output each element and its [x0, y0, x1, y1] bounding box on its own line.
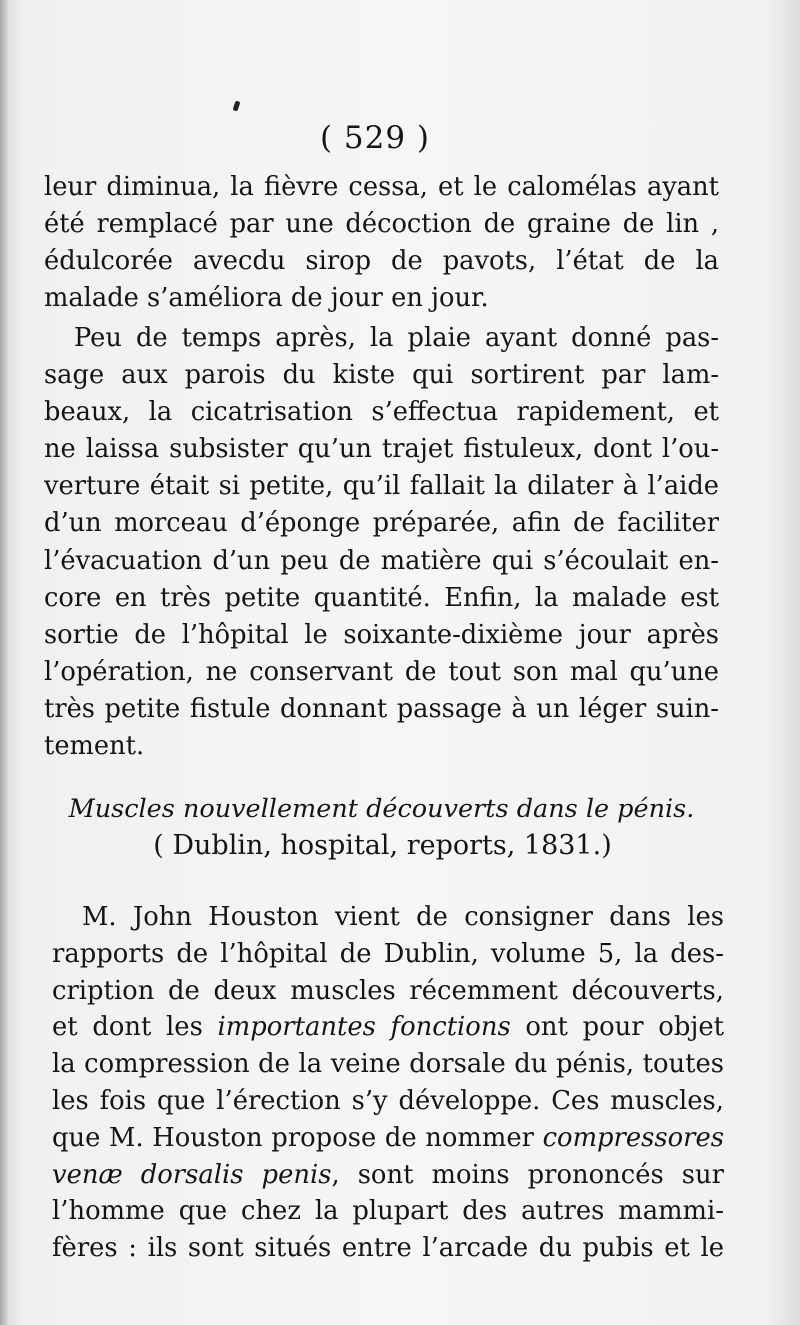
page-number: ( 529 ): [319, 120, 431, 156]
text-line: la compression de la veine dorsale du pénis, toutes: [52, 1049, 724, 1080]
text-line: cription de deux muscles récemment découverts,: [52, 975, 724, 1006]
text-segment: ont pour objet: [525, 1012, 724, 1043]
text-segment: , sont moins prononcés sur: [331, 1159, 724, 1190]
text-line: ne laissa subsister qu’un trajet fistuleux, dont l’ou-: [44, 434, 719, 465]
ink-speck: [233, 100, 241, 111]
text-line: l’opération, ne conservant de tout son mal qu’une: [44, 656, 719, 687]
text-line: sage aux parois du kiste qui sortirent par lam-: [44, 360, 719, 391]
section-source: ( Dublin, hospital, reports, 1831.): [153, 830, 612, 861]
text-line-with-italic: [52, 1009, 724, 1046]
text-line: M. John Houston vient de consigner dans les: [82, 902, 724, 932]
text-line: les fois que l’érection s’y développe. Ces muscles,: [52, 1085, 724, 1116]
text-line: fères : ils sont situés entre l’arcade du pubis et le: [52, 1233, 724, 1264]
section-title: Muscles nouvellement découverts dans le pénis.: [68, 794, 695, 824]
paragraph-continuation: [44, 169, 719, 317]
text-line: très petite fistule donnant passage à un léger suin-: [44, 693, 719, 724]
text-line: l’évacuation d’un peu de matière qui s’écoulait en-: [44, 545, 719, 576]
text-line: l’homme que chez la plupart des autres mammi-: [52, 1196, 724, 1227]
text-segment: et dont les: [52, 1012, 203, 1043]
text-line: tement.: [44, 731, 145, 762]
text-line-with-italic: [52, 1157, 724, 1194]
paragraph-houston: [52, 899, 724, 1267]
text-line-with-italic: [52, 1120, 724, 1157]
text-line: sortie de l’hôpital le soixante-dixième jour après: [44, 619, 719, 650]
text-line: édulcorée avecdu sirop de pavots, l’état de la: [44, 246, 719, 277]
text-line: rapports de l’hôpital de Dublin, volume 5, la des-: [52, 938, 724, 969]
text-line: core en très petite quantité. Enfin, la malade est: [44, 582, 719, 613]
paragraph-recovery: [44, 320, 719, 765]
text-line: leur diminua, la fièvre cessa, et le calomélas ayant: [44, 172, 719, 202]
text-line: été remplacé par une décoction de graine de lin ,: [44, 209, 719, 240]
text-line: d’un morceau d’éponge préparée, afin de faciliter: [44, 508, 719, 539]
italic-phrase: compressores: [542, 1122, 724, 1153]
text-line: verture était si petite, qu’il fallait la dilater à l’aide: [44, 471, 719, 502]
text-line: beaux, la cicatrisation s’effectua rapidement, et: [44, 397, 719, 428]
italic-phrase: venæ dorsalis penis: [52, 1159, 332, 1190]
italic-phrase: importantes fonctions: [217, 1012, 511, 1043]
page-edge-shadow: [0, 0, 8, 1325]
text-line: malade s’améliora de jour en jour.: [44, 283, 489, 314]
text-segment: que M. Houston propose de nommer: [52, 1122, 534, 1153]
text-line: Peu de temps après, la plaie ayant donné pas-: [74, 323, 719, 353]
